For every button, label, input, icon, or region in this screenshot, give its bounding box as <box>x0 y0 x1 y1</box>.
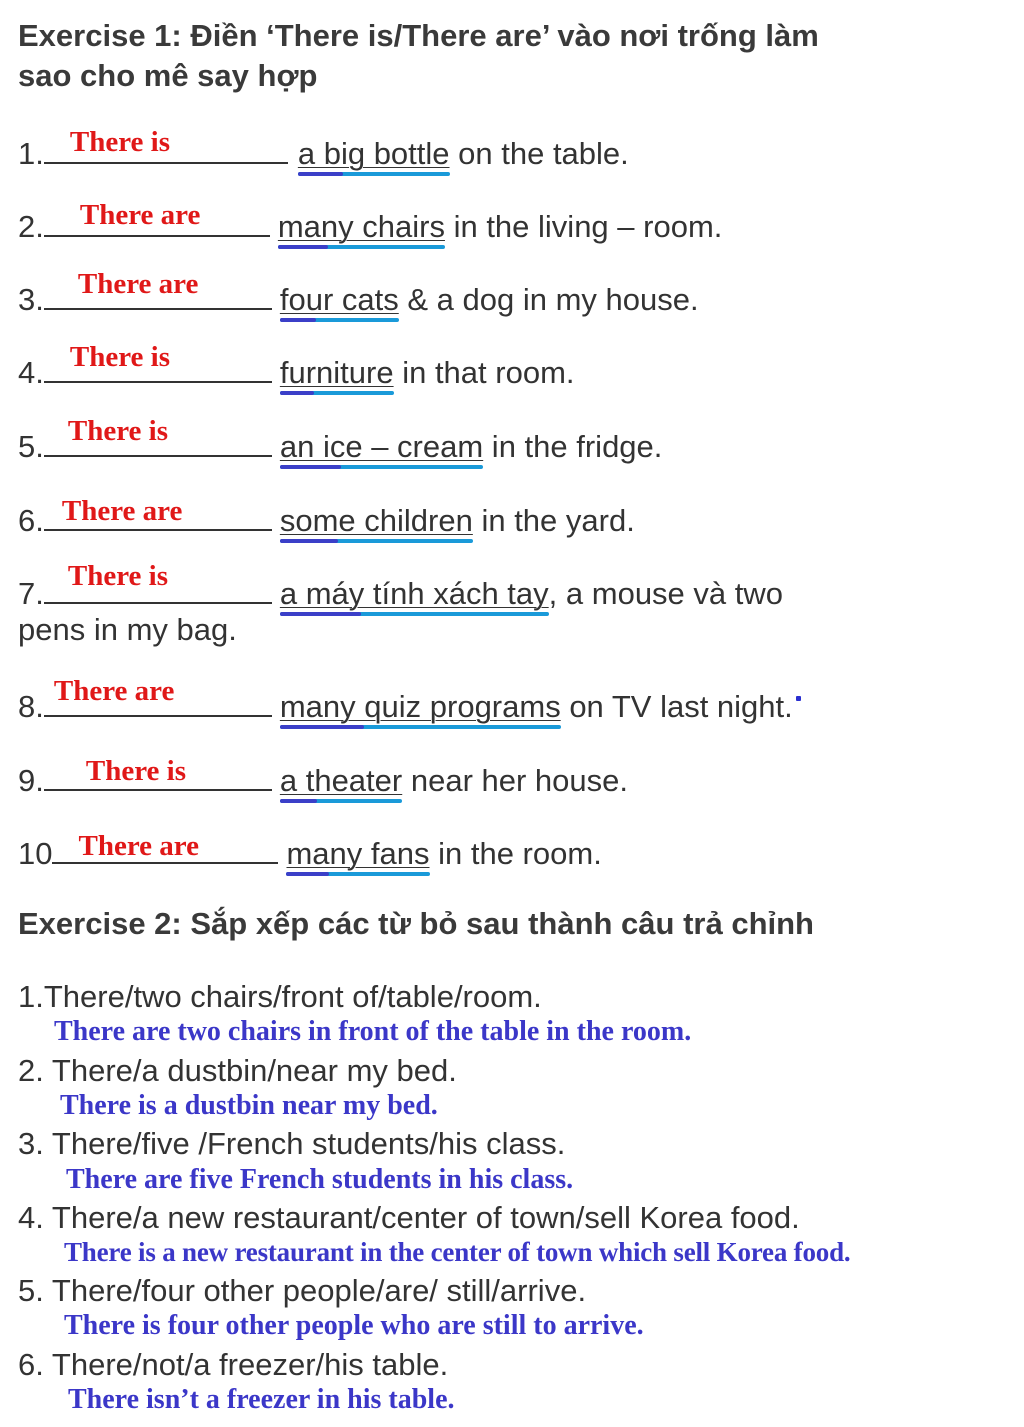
sentence-subject: a big bottle <box>298 136 450 172</box>
item-number: 8. <box>18 689 44 724</box>
answer-text: There is <box>69 341 171 373</box>
exercise1-item <box>18 126 629 172</box>
item-number: 1. <box>18 136 44 171</box>
sentence-subject: many fans <box>286 836 429 872</box>
sentence-rest: on TV last night. <box>560 689 793 724</box>
exercise2-answer: There are five French students in his class. <box>66 1164 574 1195</box>
answer-text: There is <box>69 126 171 158</box>
item-number: 4. <box>18 355 44 390</box>
exercise2-answer: There is four other people who are still to arrive. <box>64 1310 644 1341</box>
exercise2-prompt: 4. There/a new restaurant/center of town/sell Korea food. <box>18 1200 800 1235</box>
answer-blank <box>44 341 272 383</box>
sentence-subject: a theater <box>280 763 402 799</box>
item-number: 9. <box>18 763 44 798</box>
answer-text: There is <box>67 560 169 592</box>
answer-blank <box>52 832 278 864</box>
stray-dot <box>796 696 801 701</box>
sentence-rest: in the yard. <box>472 503 635 538</box>
answer-blank <box>44 755 272 791</box>
exercise1-item <box>18 415 663 465</box>
answer-blank <box>44 268 272 310</box>
exercise1-title-line1: Exercise 1: Điền ‘There is/There are’ vào nơi trống làm <box>18 18 819 53</box>
sentence-rest: & a dog in my house. <box>398 282 699 317</box>
sentence-rest: near her house. <box>402 763 628 798</box>
sentence-subject: a máy tính xách tay <box>280 576 549 612</box>
answer-text: There are <box>53 675 175 707</box>
exercise2-title: Exercise 2: Sắp xếp các từ bỏ sau thành câu trả chỉnh <box>18 906 814 941</box>
answer-blank <box>44 126 288 164</box>
exercise2-answer: There isn’t a freezer in his table. <box>68 1384 455 1415</box>
item-number: 10 <box>18 836 53 871</box>
exercise2-prompt: 2. There/a dustbin/near my bed. <box>18 1053 457 1088</box>
exercise1-item <box>18 495 635 539</box>
answer-blank <box>44 199 270 237</box>
exercise2-answer: There is a dustbin near my bed. <box>60 1090 438 1121</box>
exercise1-item <box>18 675 801 725</box>
exercise1-title <box>18 16 819 96</box>
item-number: 5. <box>18 429 44 464</box>
answer-blank <box>44 560 272 604</box>
sentence-subject: many chairs <box>278 209 445 245</box>
sentence-rest: on the table. <box>449 136 629 171</box>
exercise1-item <box>18 755 628 799</box>
answer-text: There are <box>78 830 200 862</box>
item-continuation: pens in my bag. <box>18 612 237 647</box>
answer-text: There are <box>79 199 201 231</box>
sentence-rest: in the living – room. <box>444 209 723 244</box>
sentence-rest: in the room. <box>429 836 602 871</box>
exercise1-item <box>18 268 699 318</box>
sentence-rest: , a mouse và two <box>548 576 784 611</box>
answer-blank <box>44 675 272 717</box>
exercise2-prompt: 3. There/five /French students/his class. <box>18 1126 566 1161</box>
answer-blank <box>44 495 272 531</box>
sentence-rest: in that room. <box>393 355 575 390</box>
exercise1-title-line2: sao cho mê say hợp <box>18 58 318 93</box>
exercise1-item <box>18 832 602 872</box>
exercise2-prompt: 5. There/four other people/are/ still/arrive. <box>18 1273 587 1308</box>
answer-text: There are <box>77 268 199 300</box>
sentence-subject: many quiz programs <box>280 689 561 725</box>
exercise2-prompt: 6. There/not/a freezer/his table. <box>18 1347 449 1382</box>
sentence-subject: an ice – cream <box>280 429 483 465</box>
answer-blank <box>44 415 272 457</box>
sentence-subject: furniture <box>280 355 394 391</box>
answer-text: There are <box>61 495 183 527</box>
exercise1-item <box>18 199 723 245</box>
answer-text: There is <box>85 755 187 787</box>
item-number: 7. <box>18 576 44 611</box>
exercise2-answer: There are two chairs in front of the table in the room. <box>54 1016 692 1047</box>
sentence-subject: some children <box>280 503 473 539</box>
sentence-rest: in the fridge. <box>483 429 663 464</box>
item-number: 2. <box>18 209 44 244</box>
answer-text: There is <box>67 415 169 447</box>
exercise2-answer: There is a new restaurant in the center of town which sell Korea food. <box>64 1237 851 1267</box>
exercise1-item <box>18 341 575 391</box>
exercise1-item <box>18 560 784 612</box>
item-number: 6. <box>18 503 44 538</box>
item-number: 3. <box>18 282 44 317</box>
sentence-subject: four cats <box>280 282 399 318</box>
exercise2-prompt: 1.There/two chairs/front of/table/room. <box>18 979 542 1014</box>
